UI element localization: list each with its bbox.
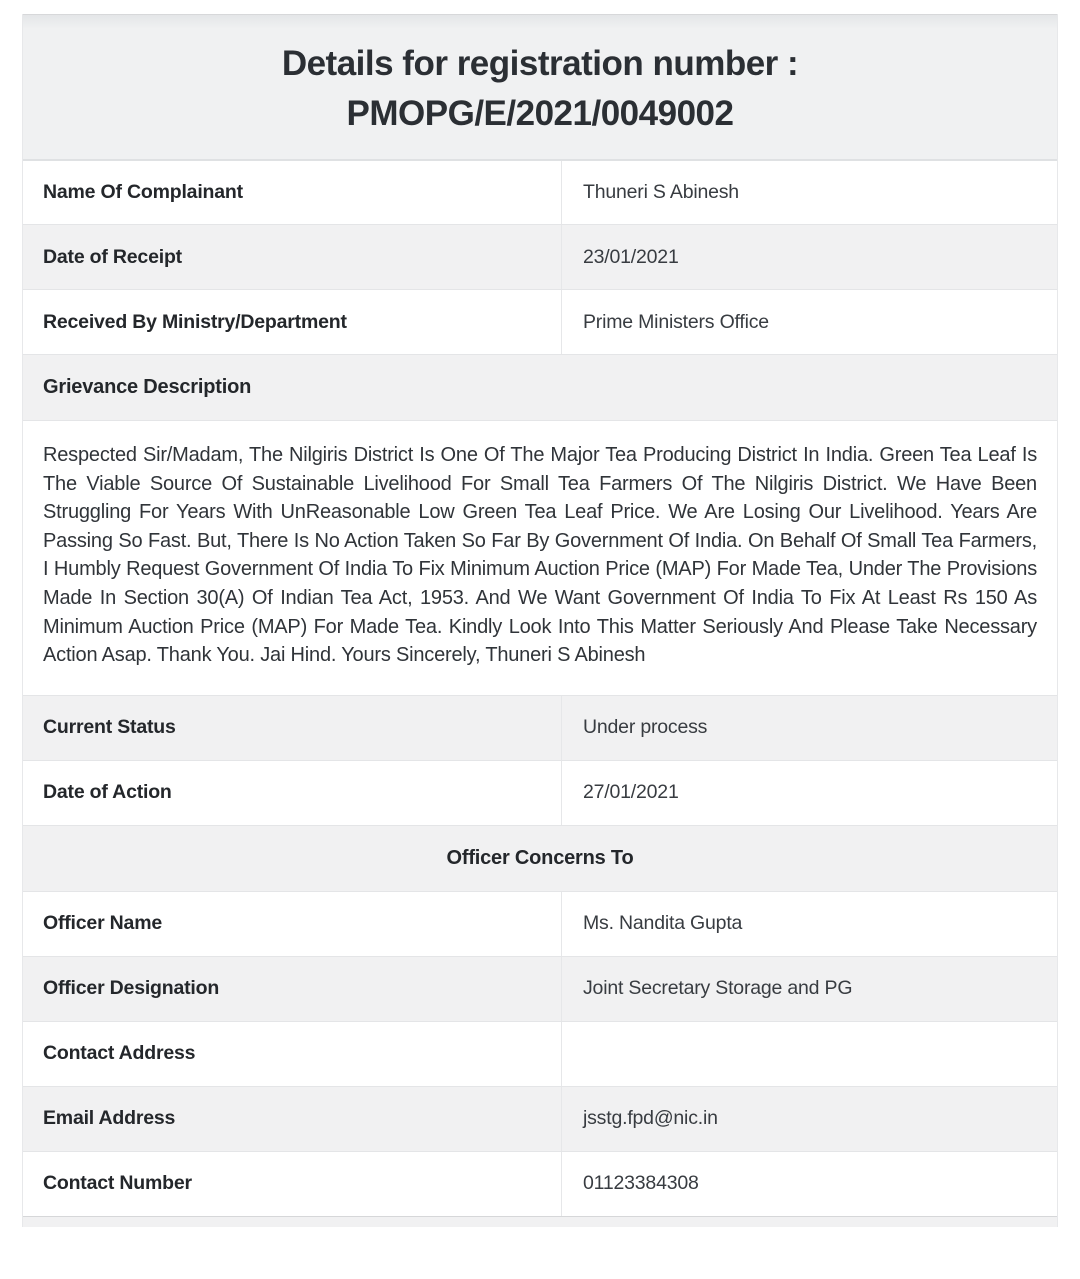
current-status-label: Current Status <box>43 716 176 739</box>
officer-section-title: Officer Concerns To <box>23 826 1057 891</box>
row-officer-section-header <box>23 825 1057 891</box>
date-of-receipt-label: Date of Receipt <box>43 245 182 268</box>
grievance-description-text: Respected Sir/Madam, The Nilgiris District Is One Of The Major Tea Producing District In India. Green Tea Leaf Is The Viable Source Of Sustainable Livelihood For Small Tea Farmers Of The Nilgiris District. We Have Been Struggling For Years With UnReasonable Low Green Tea Leaf Price. We Are Losing Our Livelihood. Years Are Passing So Fast. But, There Is No Action Taken So Far By Government Of India. On Behalf Of Small Tea Farmers, I Humbly Request Government Of India To Fix Minimum Auction Price (MAP) For Made Tea, Under The Provisions Made In Section 30(A) Of Indian Tea Act, 1953. And We Want Government Of India To Fix At Least Rs 150 As Minimum Auction Price (MAP) For Made Tea. Kindly Look Into This Matter Seriously And Please Take Necessary Action Asap. Thank You. Jai Hind. Yours Sincerely, Thuneri S Abinesh <box>23 421 1057 695</box>
grievance-description-label: Grievance Description <box>23 355 1057 420</box>
date-of-action-label: Date of Action <box>43 781 172 804</box>
contact-number-value: 01123384308 <box>561 1152 1057 1216</box>
row-contact-number <box>23 1151 1057 1216</box>
top-margin <box>0 0 1080 14</box>
page-title-line1: Details for registration number : <box>281 44 799 83</box>
row-date-of-receipt <box>23 224 1057 289</box>
contact-number-label: Contact Number <box>43 1172 192 1195</box>
date-of-action-value: 27/01/2021 <box>561 761 1057 825</box>
row-email-address <box>23 1086 1057 1151</box>
row-grievance-description-header <box>23 354 1057 420</box>
contact-address-value <box>561 1022 1057 1086</box>
row-contact-address <box>23 1021 1057 1086</box>
row-date-of-action <box>23 760 1057 825</box>
page-title-block <box>23 14 1057 159</box>
ministry-label: Received By Ministry/Department <box>43 310 347 333</box>
row-ministry <box>23 289 1057 354</box>
date-of-receipt-value: 23/01/2021 <box>561 225 1057 289</box>
email-address-label: Email Address <box>43 1107 176 1130</box>
current-status-value: Under process <box>561 696 1057 760</box>
grievance-detail-panel <box>22 14 1058 1227</box>
officer-name-value: Ms. Nandita Gupta <box>561 892 1057 956</box>
officer-name-label: Officer Name <box>43 912 162 935</box>
row-officer-name <box>23 891 1057 956</box>
row-grievance-description-text <box>23 420 1057 695</box>
row-complainant <box>23 159 1057 224</box>
row-officer-designation <box>23 956 1057 1021</box>
email-address-value: jsstg.fpd@nic.in <box>561 1087 1057 1151</box>
row-current-status <box>23 695 1057 760</box>
table-row-partial <box>23 1216 1057 1227</box>
ministry-value: Prime Ministers Office <box>561 290 1057 354</box>
complainant-label: Name Of Complainant <box>43 181 243 203</box>
contact-address-label: Contact Address <box>43 1042 196 1065</box>
page-title-line2: PMOPG/E/2021/0049002 <box>346 94 734 133</box>
officer-designation-label: Officer Designation <box>43 977 220 1000</box>
complainant-value: Thuneri S Abinesh <box>561 161 1057 224</box>
officer-designation-value: Joint Secretary Storage and PG <box>561 957 1057 1021</box>
